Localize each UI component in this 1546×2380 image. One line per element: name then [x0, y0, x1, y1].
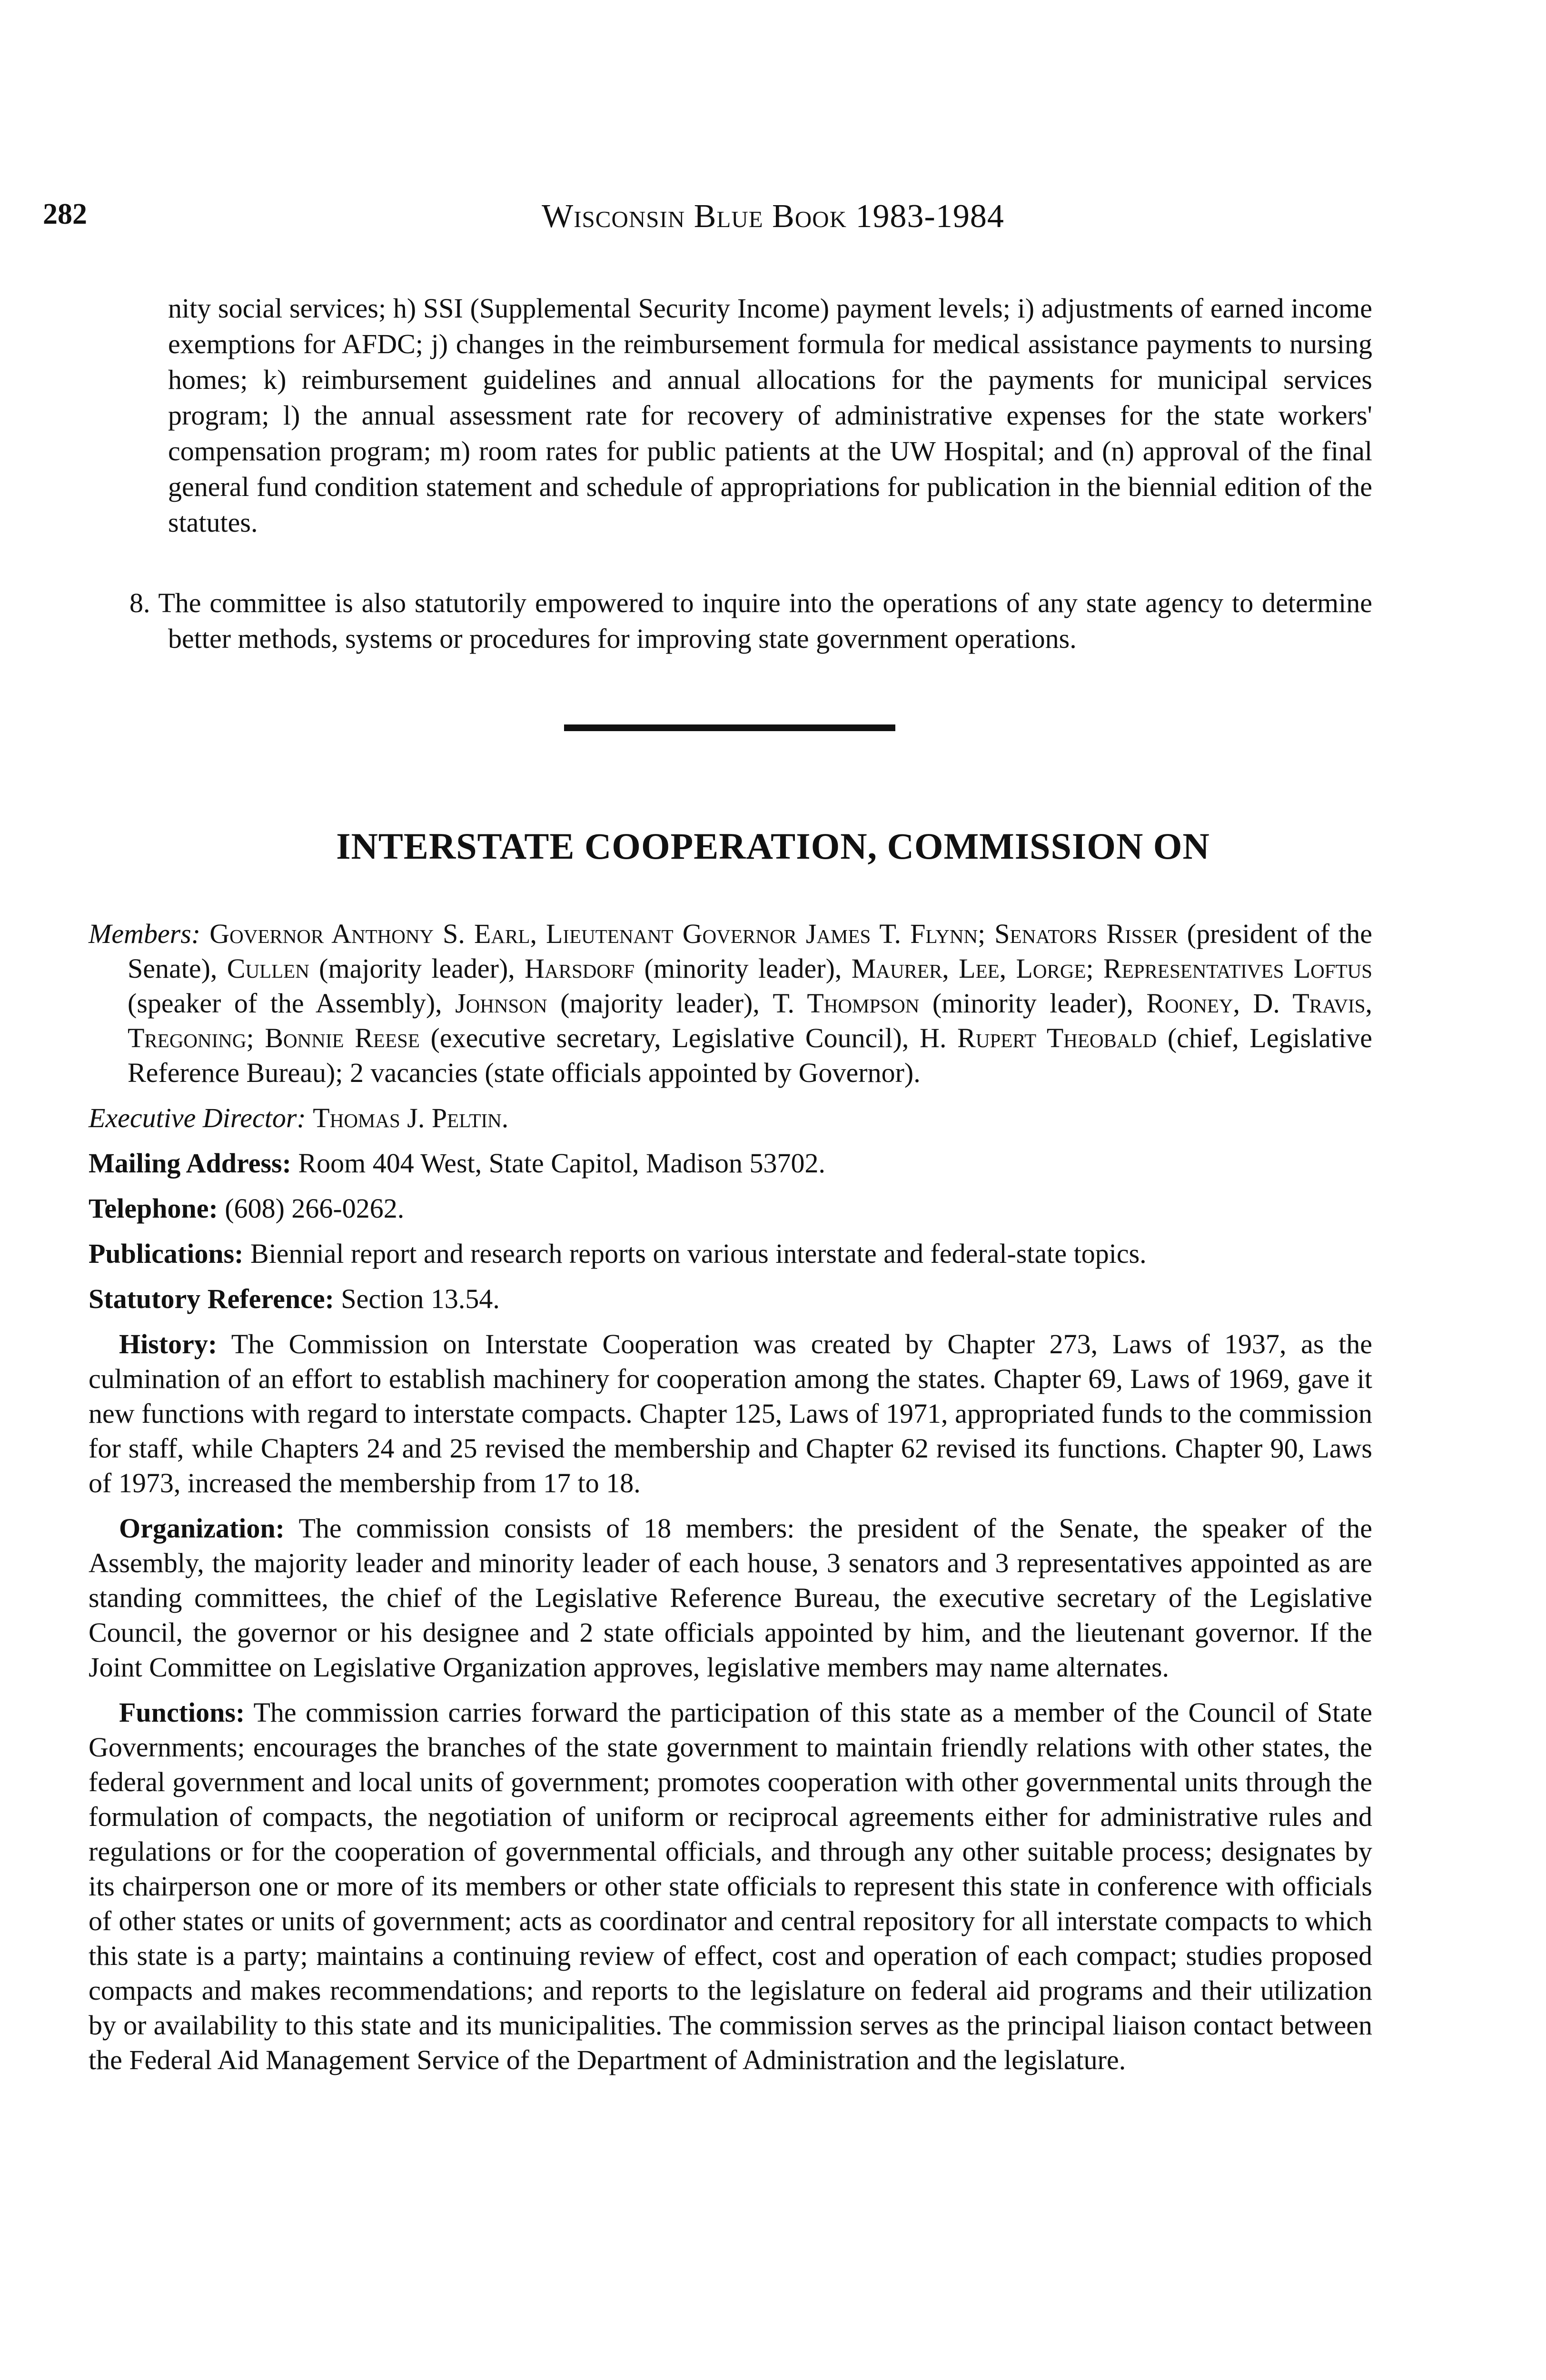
history-label: History:	[119, 1329, 218, 1359]
member-role: (executive secretary, Legislative Council),	[419, 1022, 920, 1053]
book-title: Wisconsin Blue Book 1983-1984	[542, 198, 1004, 235]
executive-director-end: .	[501, 1102, 509, 1133]
organization-text: The commission consists of 18 members: the president of the Senate, the speaker of the Assembly, the majority leader and minority leader of each house, 3 senators and 3 representatives appointed as are standing committees, the chief of the Legislative Reference Bureau, the executive secretary of the Legislative Council, the governor or his designee and 2 state officials appointed by him, and the lieutenant governor. If the Joint Committee on Legislative Organization approves, legislative members may name alternates.	[89, 1513, 1372, 1683]
member-name: H. Rupert Theobald	[920, 1022, 1157, 1053]
members-label: Members:	[89, 918, 201, 949]
statutory-reference-value: Section 13.54.	[341, 1283, 500, 1314]
functions-text: The commission carries forward the participation of this state as a member of the Council of State Governments; encourages the branches of the state government to maintain friendly relations with other states, the federal government and local units of government; promotes cooperation with other governmental units through the formulation of compacts, the negotiation of uniform or reciprocal agreements either for administrative rules and regulations or for the cooperation of governmental officials, and through any other suitable process; designates by its chairperson one or more of its members or other state officials to represent this state in conference with officials of other states or units of government; acts as coordinator and central repository for all interstate compacts to which this state is a party; maintains a continuing review of effect, cost and operation of each compact; studies proposed compacts and makes recommendations; and reports to the legislature on federal aid programs and their utilization by or availability to this state and its municipalities. The commission serves as the principal liaison contact between the Federal Aid Management Service of the Department of Administration and the legislature.	[89, 1697, 1373, 2075]
member-name: Maurer, Lee, Lorge	[851, 953, 1086, 984]
publications-label: Publications:	[89, 1238, 244, 1269]
publications-value: Biennial report and research reports on various interstate and federal-state topics.	[250, 1238, 1147, 1269]
statutory-reference-label: Statutory Reference:	[89, 1283, 334, 1314]
member-role: ;	[1086, 953, 1104, 984]
member-role: (speaker of the Assembly),	[128, 988, 456, 1019]
member-name: T. Thompson	[773, 988, 920, 1019]
telephone-label: Telephone:	[89, 1193, 218, 1224]
executive-director-name: Thomas J. Peltin	[313, 1102, 502, 1133]
page-number: 282	[43, 198, 87, 230]
member-name: Bonnie Reese	[265, 1022, 420, 1053]
item-text: The committee is also statutorily empowered to inquire into the operations of any state agency to determine better methods, systems or procedures for improving state government operations.	[158, 587, 1372, 654]
mailing-address-label: Mailing Address:	[89, 1148, 291, 1179]
member-name: Harsdorf	[525, 953, 635, 984]
member-name: Johnson	[455, 988, 547, 1019]
executive-director-line	[89, 1101, 1372, 1135]
member-name: Senators Risser	[994, 918, 1178, 949]
mailing-address-value: Room 404 West, State Capitol, Madison 53702.	[298, 1148, 825, 1179]
section-divider	[564, 724, 895, 731]
member-role: (president of the Senate),	[128, 918, 1372, 984]
section-body	[89, 916, 1372, 2077]
organization-paragraph	[89, 1511, 1372, 1685]
member-role: (minority leader),	[634, 953, 852, 984]
history-paragraph	[89, 1327, 1372, 1500]
member-role: (majority leader),	[547, 988, 773, 1019]
history-text: The Commission on Interstate Cooperation was created by Chapter 273, Laws of 1937, as the culmination of an effort to establish machinery for cooperation among the states. Chapter 69, Laws of 1969, gave it new functions with regard to interstate compacts. Chapter 125, Laws of 1971, appropriated funds to the commission for staff, while Chapters 24 and 25 revised the membership and Chapter 62 revised its functions. Chapter 90, Laws of 1973, increased the membership from 17 to 18.	[89, 1329, 1372, 1498]
member-role: ;	[978, 918, 995, 949]
member-role: (majority leader),	[309, 953, 525, 984]
member-role: (chief, Legislative Reference Bureau); 2 vacancies (state officials appointed by Governor).	[128, 1022, 1372, 1088]
members-paragraph	[89, 916, 1372, 1090]
members-list	[128, 918, 1372, 1088]
item-number: 8.	[129, 587, 150, 618]
organization-label: Organization:	[119, 1513, 285, 1544]
executive-director-label: Executive Director:	[89, 1102, 306, 1133]
publications-line	[89, 1236, 1372, 1271]
running-header	[0, 198, 1546, 245]
telephone-line	[89, 1191, 1372, 1226]
statutory-reference-line	[89, 1281, 1372, 1316]
functions-paragraph	[89, 1695, 1372, 2077]
member-name: Rooney, D. Travis, Tregoning	[128, 988, 1372, 1053]
member-name: Representatives Loftus	[1103, 953, 1373, 984]
member-role: ,	[530, 918, 546, 949]
member-name: Governor Anthony S. Earl	[209, 918, 530, 949]
functions-label: Functions:	[119, 1697, 245, 1728]
section-title: INTERSTATE COOPERATION, COMMISSION ON	[336, 825, 1210, 867]
member-role: ;	[246, 1022, 265, 1053]
continued-paragraph: nity social services; h) SSI (Supplemental Security Income) payment levels; i) adjustments of earned income exemptions for AFDC; j) changes in the reimbursement formula for medical assistance payments to nursing homes; k) reimbursement guidelines and annual allocations for the payments for municipal services program; l) the annual assessment rate for recovery of administrative expenses for the state workers' compensation program; m) room rates for public patients at the UW Hospital; and (n) approval of the final general fund condition statement and schedule of appropriations for publication in the biennial edition of the statutes.	[168, 293, 1372, 538]
member-role: (minority leader),	[919, 988, 1147, 1019]
member-name: Cullen	[227, 953, 309, 984]
telephone-value: (608) 266-0262.	[225, 1193, 405, 1224]
mailing-address-line	[89, 1146, 1372, 1180]
numbered-item-8	[129, 585, 1372, 656]
member-name: Lieutenant Governor James T. Flynn	[546, 918, 978, 949]
